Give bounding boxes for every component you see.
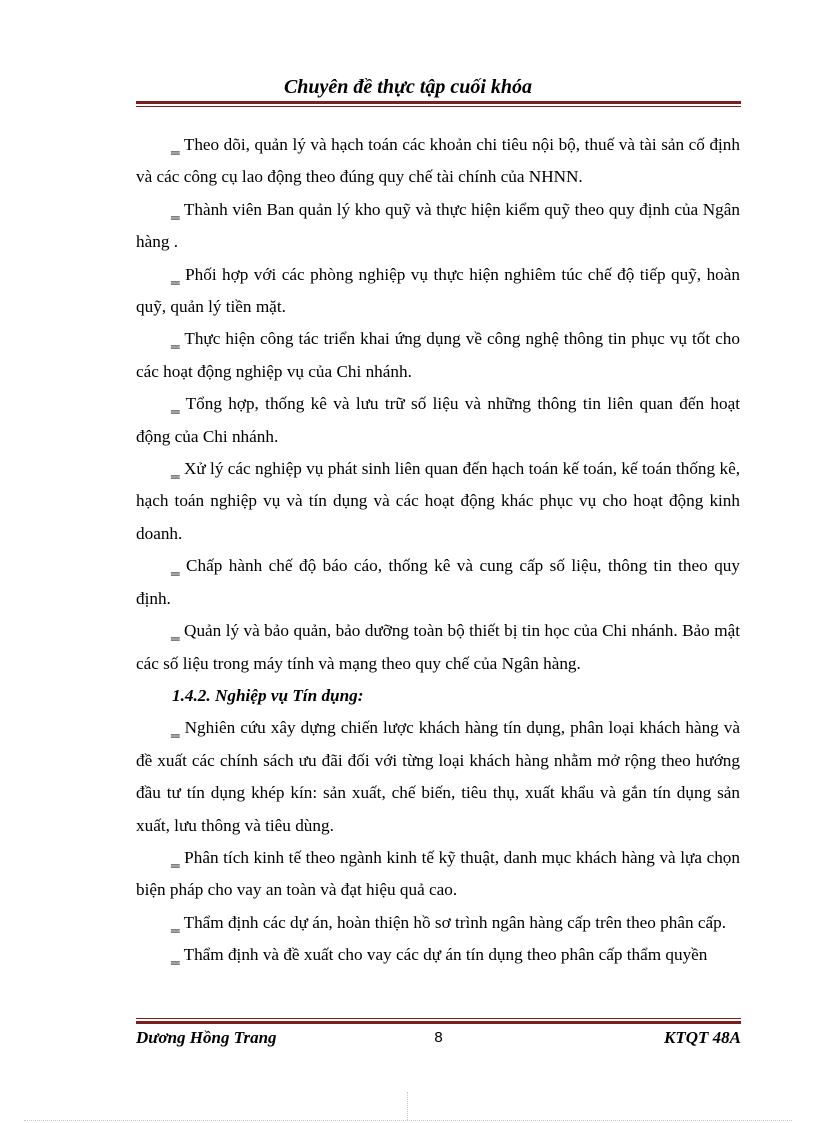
header-rule-thin [136,106,741,107]
paragraph: ‗ Xử lý các nghiệp vụ phát sinh liên quan đến hạch toán kế toán, kế toán thống kê, hạch toán nghiệp vụ và tín dụng và các hoạt động khác phục vụ cho hoạt động kinh doanh. [136,459,740,543]
paragraph: ‗ Phối hợp với các phòng nghiệp vụ thực hiện nghiêm túc chế độ tiếp quỹ, hoàn quỹ, quản lý tiền mặt. [136,264,740,317]
paragraph: ‗ Thực hiện công tác triển khai ứng dụng về công nghệ thông tin phục vụ tốt cho các hoạt động nghiệp vụ của Chi nhánh. [136,329,740,381]
paragraph: ‗ Thành viên Ban quản lý kho quỹ và thực hiện kiểm quỹ theo quy định của Ngân hàng . [136,199,740,252]
page-footer [136,1026,741,1050]
paragraph: ‗ Chấp hành chế độ báo cáo, thống kê và cung cấp số liệu, thông tin theo quy định. [136,556,740,608]
paragraph: ‗ Theo dõi, quản lý và hạch toán các khoản chi tiêu nội bộ, thuế và tài sản cố định và các công cụ lao động theo đúng quy chế tài chính của NHNN. [136,135,740,187]
footer-rule-thin [136,1018,741,1019]
paragraph: ‗ Tổng hợp, thống kê và lưu trữ số liệu và những thông tin liên quan đến hoạt động của Chi nhánh. [136,394,740,446]
paragraph: ‗ Thẩm định các dự án, hoàn thiện hồ sơ trình ngân hàng cấp trên theo phân cấp. [171,912,727,932]
page-break-marker [407,1092,408,1120]
footer-class-code: KTQT 48A [664,1028,741,1047]
section-heading: 1.4.2. Nghiệp vụ Tín dụng: [172,685,364,705]
paragraph: ‗ Quản lý và bảo quản, bảo dưỡng toàn bộ thiết bị tin học của Chi nhánh. Bảo mật các số liệu trong máy tính và mạng theo quy chế của Ngân hàng. [136,621,740,673]
page-number: 8 [434,1029,443,1046]
page-header-title: Chuyên đề thực tập cuối khóa [283,76,533,98]
body-text [136,129,740,972]
paragraph: ‗ Phân tích kinh tế theo ngành kinh tế kỹ thuật, danh mục khách hàng và lựa chọn biện pháp cho vay an toàn và đạt hiệu quả cao. [136,847,740,900]
paragraph: ‗ Nghiên cứu xây dựng chiến lược khách hàng tín dụng, phân loại khách hàng và đề xuất các chính sách ưu đãi đối với từng loại khách hàng nhằm mở rộng theo hướng đầu tư tín dụng khép kín: sản xuất, chế biến, tiêu thụ, xuất khẩu và gắn tín dụng sản xuất, lưu thông và tiêu dùng. [136,718,740,835]
paragraph: ‗ Thẩm định và đề xuất cho vay các dự án tín dụng theo phân cấp thẩm quyền [171,945,708,965]
header-rule-thick [136,101,741,104]
footer-rule-thick [136,1021,741,1024]
page-boundary-line [24,1120,792,1121]
footer-author: Dương Hồng Trang [136,1028,277,1047]
